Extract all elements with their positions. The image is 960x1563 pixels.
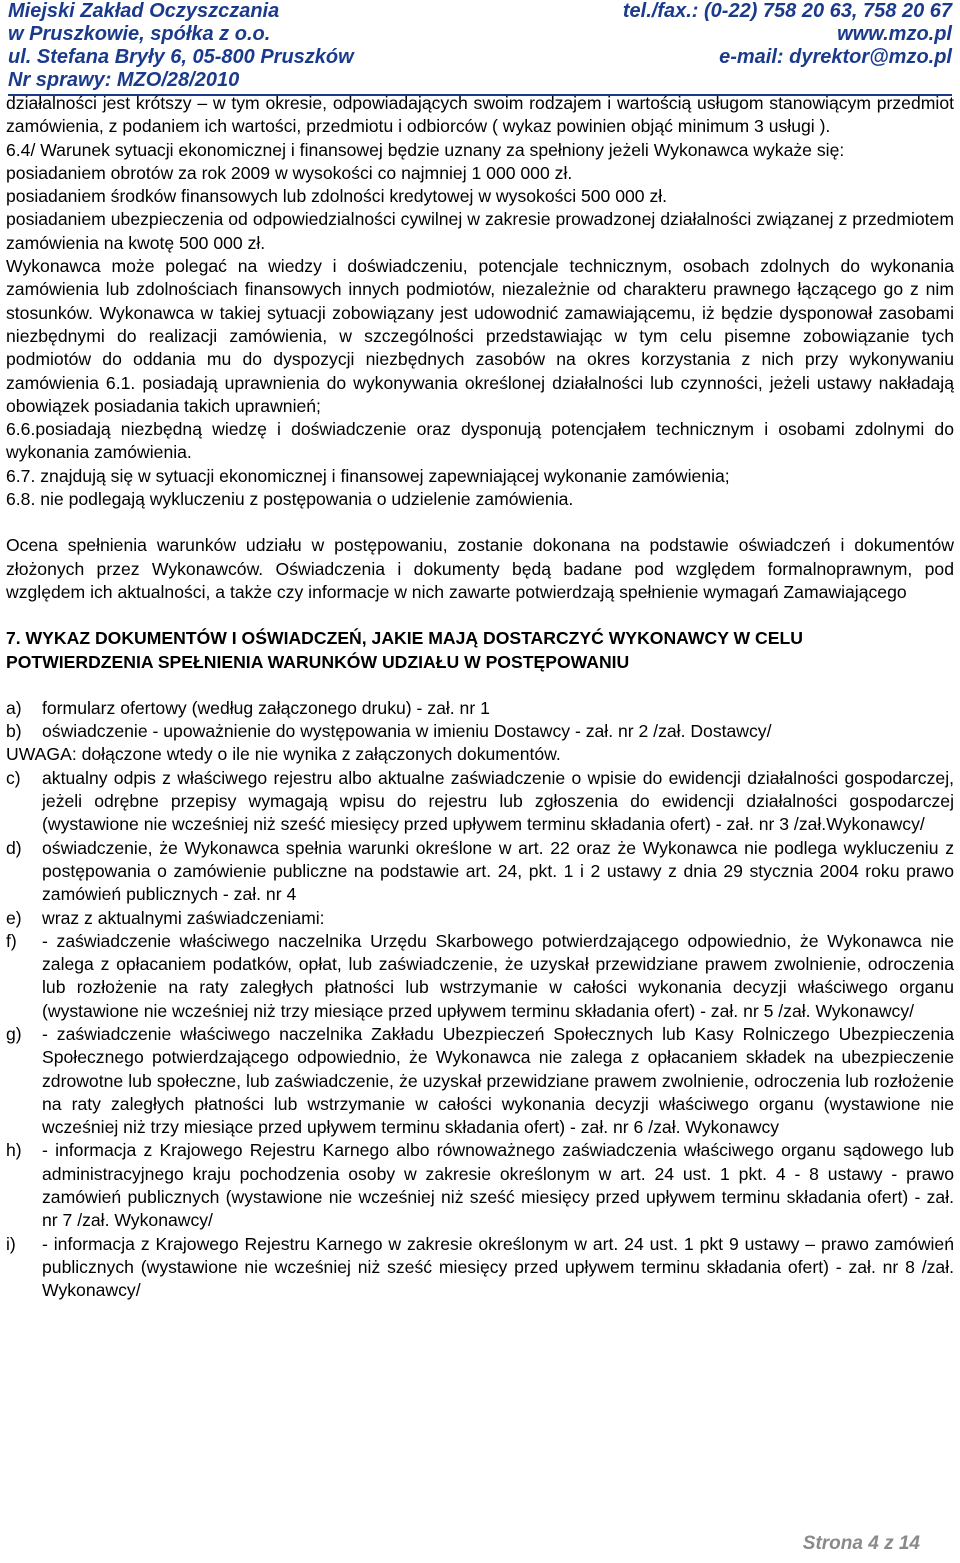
list-item bbox=[6, 1233, 954, 1303]
list-item bbox=[6, 930, 954, 1023]
list-item bbox=[6, 1023, 954, 1139]
assessment-paragraph: Ocena spełnienia warunków udziału w postępowaniu, zostanie dokonana na podstawie oświadczeń i dokumentów złożonych przez Wykonawców. Oświadczenia i dokumenty będą badane pod względem formalnoprawnym, pod względem ich aktualności, a także czy informacje w nich zawarte potwierdzają spełnienie wymagań Zamawiającego bbox=[6, 535, 954, 602]
paragraph: 6.7. znajdują się w sytuacji ekonomicznej i finansowej zapewniającej wykonanie zamówienia; bbox=[6, 465, 730, 486]
list-label: i) bbox=[6, 1233, 16, 1254]
uwaga-note: UWAGA: dołączone wtedy o ile nie wynika z załączonych dokumentów. bbox=[6, 744, 561, 765]
list-text: formularz ofertowy (według załączonego druku) - zał. nr 1 bbox=[42, 697, 490, 718]
list-item bbox=[6, 720, 954, 743]
list-text: aktualny odpis z właściwego rejestru albo aktualne zaświadczenie o wpisie do ewidencji działalności gospodarczej, jeżeli odrębne przepisy wymagają wpisu do rejestru lub zgłoszenia do ewidencji działalności gospodarczej (wystawione nie wcześniej niż sześć miesięcy przed upływem terminu składania ofert) - zał. nr 3 /zał.Wykonawcy/ bbox=[42, 767, 954, 835]
section-7-heading: 7. WYKAZ DOKUMENTÓW I OŚWIADCZEŃ, JAKIE MAJĄ DOSTARCZYĆ WYKONAWCY W CELU POTWIERDZENIA SPEŁNIENIA WARUNKÓW UDZIAŁU W POSTĘPOWANIU bbox=[6, 628, 803, 672]
list-label: c) bbox=[6, 767, 21, 788]
list-item bbox=[6, 1139, 954, 1232]
list-label: g) bbox=[6, 1023, 22, 1044]
list-label: b) bbox=[6, 721, 22, 742]
document-body bbox=[6, 92, 954, 1303]
page-number: Strona 4 z 14 bbox=[802, 1533, 920, 1554]
list-item bbox=[6, 767, 954, 837]
list-text: - informacja z Krajowego Rejestru Karnego w zakresie określonym w art. 24 ust. 1 pkt 9 ustawy – prawo zamówień publicznych (wystawione nie wcześniej niż sześć miesięcy przed upływem terminu składania ofert) - zał. nr 8 /zał. Wykonawcy/ bbox=[42, 1233, 954, 1301]
list-text: - informacja z Krajowego Rejestru Karnego albo równoważnego zaświadczenia właściwego organu sądowego lub administracyjnego kraju pochodzenia osoby w zakresie określonym w art. 24 ust. 1 pkt. 4 - 8 ustawy - prawo zamówień publicznych (wystawione nie wcześniej niż sześć miesięcy przed upływem terminu składania ofert) - zał. nr 7 /zał. Wykonawcy/ bbox=[42, 1140, 954, 1231]
list-text: oświadczenie, że Wykonawca spełnia warunki określone w art. 22 oraz że Wykonawca nie podlega wykluczeniu z postępowania o zamówienie publiczne na podstawie art. 24, pkt. 1 i 2 ustawy z dnia 29 stycznia 2004 roku prawo zamówień publicznych - zał. nr 4 bbox=[42, 837, 954, 905]
paragraph: 6.8. nie podlegają wykluczeniu z postępowania o udzielenie zamówienia. bbox=[6, 489, 574, 510]
paragraph: działalności jest krótszy – w tym okresie, odpowiadających swoim rodzajem i wartością usługom stanowiącym przedmiot zamówienia, z podaniem ich wartości, przedmiotu i odbiorców ( wykaz powinien objąć minimum 3 usługi ). bbox=[6, 93, 954, 137]
letterhead bbox=[8, 0, 952, 96]
paragraph: posiadaniem obrotów za rok 2009 w wysokości co najmniej 1 000 000 zł. bbox=[6, 162, 573, 183]
company-name: Miejski Zakład Oczyszczania bbox=[8, 0, 280, 22]
company-address: ul. Stefana Bryły 6, 05-800 Pruszków bbox=[8, 46, 354, 68]
list-label: a) bbox=[6, 697, 22, 718]
list-item bbox=[6, 837, 954, 907]
list-label: e) bbox=[6, 907, 22, 928]
list-item bbox=[6, 907, 954, 930]
list-text: - zaświadczenie właściwego naczelnika Zakładu Ubezpieczeń Społecznych lub Kasy Rolniczego Ubezpieczenia Społecznego potwierdzającego odpowiednio, że Wykonawca nie zalega z opłacaniem składek na ubezpieczenie zdrowotne lub społeczne, lub zaświadczenie, że uzyskał przewidziane prawem zwolnienie, odroczenia lub rozłożenie na raty zaległych płatności lub wstrzymanie w całości wykonania decyzji właściwego organu (wystawione nie wcześniej niż trzy miesiące przed upływem terminu składania ofert) - zał. nr 6 /zał. Wykonawcy bbox=[42, 1023, 954, 1138]
list-label: f) bbox=[6, 930, 17, 951]
list-text: wraz z aktualnymi zaświadczeniami: bbox=[42, 907, 325, 928]
list-label: h) bbox=[6, 1140, 22, 1161]
list-item bbox=[6, 697, 954, 720]
company-city: w Pruszkowie, spółka z o.o. bbox=[8, 23, 271, 45]
paragraph: posiadaniem środków finansowych lub zdolności kredytowej w wysokości 500 000 zł. bbox=[6, 186, 668, 207]
company-email[interactable]: e-mail: dyrektor@mzo.pl bbox=[719, 46, 952, 68]
paragraph: 6.4/ Warunek sytuacji ekonomicznej i finansowej będzie uznany za spełniony jeżeli Wykonawca wykaże się: bbox=[6, 139, 845, 160]
list-text: - zaświadczenie właściwego naczelnika Urzędu Skarbowego potwierdzającego odpowiednio, że Wykonawca nie zalega z opłacaniem podatków, opłat, lub zaświadczenie, że uzyskał przewidziane prawem zwolnienie, odroczenia lub rozłożenie na raty zaległych płatności lub wstrzymanie w całości wykonania decyzji właściwego organu (wystawione nie wcześniej niż trzy miesiące przed upływem terminu składania ofert) - zał. nr 5 /zał. Wykonawcy/ bbox=[42, 930, 954, 1021]
list-text: oświadczenie - upoważnienie do występowania w imieniu Dostawcy - zał. nr 2 /zał. Dostawcy/ bbox=[42, 721, 772, 742]
list-label: d) bbox=[6, 837, 22, 858]
case-number: Nr sprawy: MZO/28/2010 bbox=[8, 69, 240, 91]
company-website[interactable]: www.mzo.pl bbox=[837, 23, 952, 45]
company-phone: tel./fax.: (0-22) 758 20 63, 758 20 67 bbox=[622, 0, 952, 22]
paragraph: posiadaniem ubezpieczenia od odpowiedzialności cywilnej w zakresie prowadzonej działalności związanej z przedmiotem zamówienia na kwotę 500 000 zł. bbox=[6, 209, 954, 253]
paragraph: 6.6.posiadają niezbędną wiedzę i doświadczenie oraz dysponują potencjałem technicznym i osobami zdolnymi do wykonania zamówienia. bbox=[6, 419, 954, 463]
paragraph: Wykonawca może polegać na wiedzy i doświadczeniu, potencjale technicznym, osobach zdolnych do wykonania zamówienia lub zdolnościach finansowych innych podmiotów, niezależnie od charakteru prawnego łączącego go z nim stosunków. Wykonawca w takiej sytuacji zobowiązany jest udowodnić zamawiającemu, iż będzie dysponował zasobami niezbędnymi do realizacji zamówienia, w szczególności przedstawiając w tym celu pisemne zobowiązanie tych podmiotów do oddania mu do dyspozycji niezbędnych zasobów na okres korzystania z nich przy wykonywaniu zamówienia 6.1. posiadają uprawnienia do wykonywania określonej działalności lub czynności, jeżeli ustawy nakładają obowiązek posiadania takich uprawnień; bbox=[6, 256, 954, 416]
